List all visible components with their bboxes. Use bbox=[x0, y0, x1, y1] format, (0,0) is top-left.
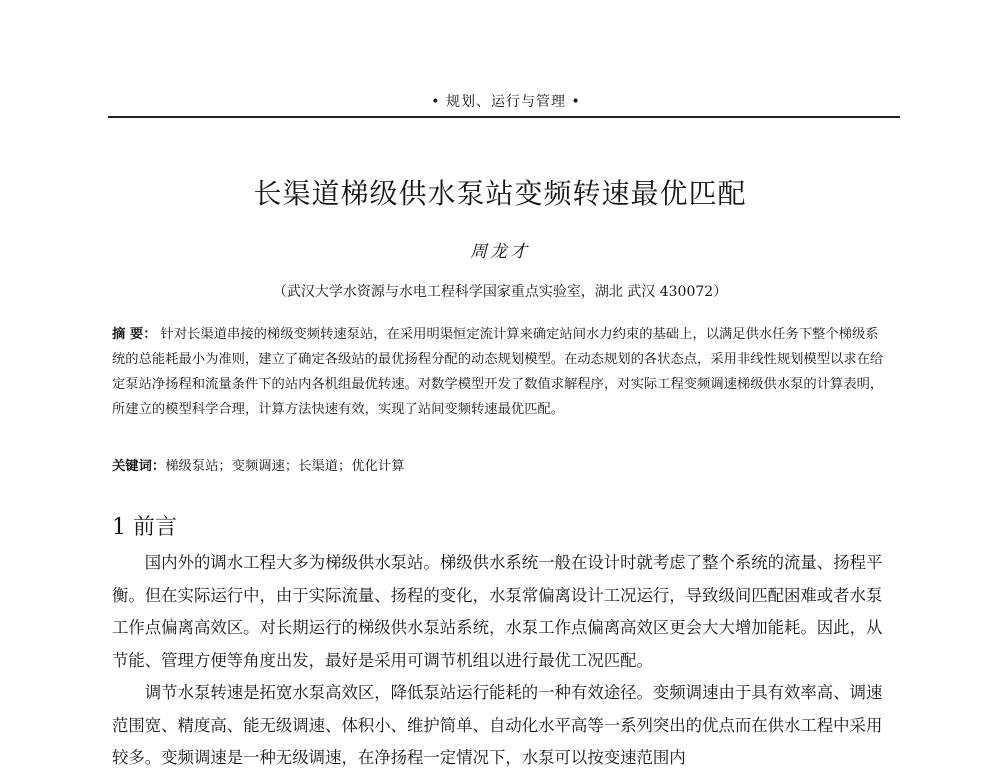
keywords bbox=[112, 455, 888, 474]
abstract-label: 摘 要： bbox=[112, 327, 157, 342]
author: 周龙才 bbox=[470, 242, 530, 262]
paper-title: 长渠道梯级供水泵站变频转速最优匹配 bbox=[253, 177, 747, 210]
abstract-text: 针对长渠道串接的梯级变频转速泵站，在采用明渠恒定流计算来确定站间水力约束的基础上，以满足供水任务下整个梯级系统的总能耗最小为准则，建立了确定各级站的最优扬程分配的动态规划模型。在动态规划的各状态点，采用非线性规划模型以求在给定泵站净扬程和流量条件下的站内各机组最优转速。对数学模型开发了数值求解程序，对实际工程变频调速梯级供水泵的计算表明，所建立的模型科学合理，计算方法快速有效，实现了站间变频转速最优匹配。 bbox=[112, 327, 884, 417]
running-header: • 规划、运行与管理 • bbox=[431, 94, 581, 110]
header-rule bbox=[108, 116, 900, 118]
section-heading: 1 前言 bbox=[112, 515, 177, 540]
keywords-label: 关键词： bbox=[112, 459, 166, 474]
body-paragraph: 国内外的调水工程大多为梯级供水泵站。梯级供水系统一般在设计时就考虑了整个系统的流量、扬程平衡。但在实际运行中，由于实际流量、扬程的变化，水泵常偏离设计工况运行，导致级间匹配困难或者水泵工作点偏离高效区。对长期运行的梯级供水泵站系统，水泵工作点偏离高效区更会大大增加能耗。因此，从节能、管理方便等角度出发，最好是采用可调节机组以进行最优工况匹配。 bbox=[112, 553, 883, 670]
abstract bbox=[112, 322, 888, 422]
body-paragraph: 调节水泵转速是拓宽水泵高效区，降低泵站运行能耗的一种有效途径。变频调速由于具有效率高、调速范围宽、精度高、能无级调速、体积小、维护简单、自动化水平高等一系列突出的优点而在供水工程中采用较多。变频调速是一种无级调速，在净扬程一定情况下，水泵可以按变速范围内 bbox=[112, 683, 883, 767]
keywords-text: 梯级泵站；变频调速；长渠道；优化计算 bbox=[165, 459, 405, 474]
affiliation: （武汉大学水资源与水电工程科学国家重点实验室，湖北 武汉 430072） bbox=[272, 284, 728, 300]
